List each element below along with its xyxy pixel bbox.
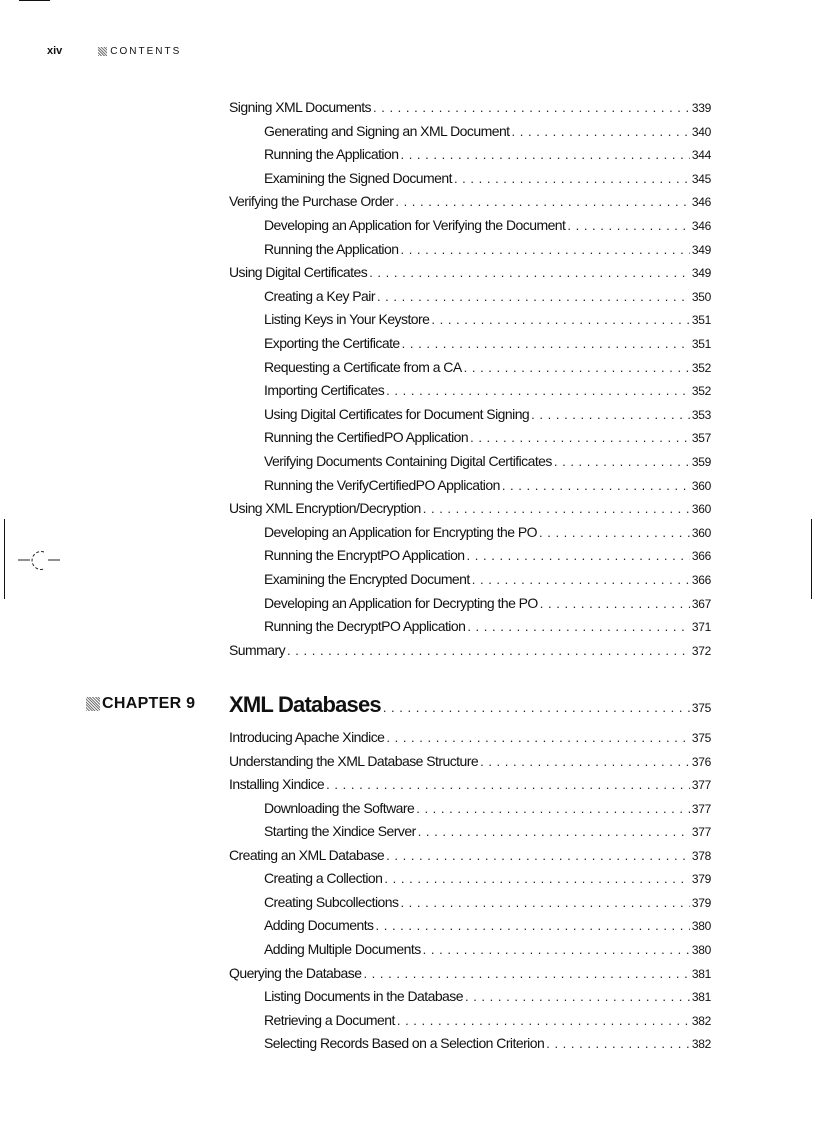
toc-entry-page: 381: [691, 966, 711, 981]
dot-leader: [467, 548, 690, 563]
dot-leader: [470, 430, 690, 445]
toc-entry-page: 349: [691, 266, 711, 281]
toc-entry[interactable]: [229, 776, 711, 796]
toc-entry-page: 360: [691, 478, 711, 493]
dot-leader: [467, 619, 690, 634]
toc-entry-page: 379: [691, 872, 711, 887]
toc-entry[interactable]: [264, 524, 711, 544]
running-title: CONTENTS: [110, 45, 182, 57]
toc-entry-title: Running the CertifiedPO Application: [264, 429, 469, 446]
dot-leader: [418, 824, 690, 839]
toc-entry-page: 351: [691, 313, 711, 328]
toc-entry-page: 344: [691, 148, 711, 163]
toc-entry-title: Verifying the Purchase Order: [229, 193, 394, 210]
toc-entry[interactable]: [264, 1012, 711, 1032]
toc-entry-page: 339: [691, 101, 711, 115]
toc-entry[interactable]: [264, 618, 711, 638]
toc-entry[interactable]: [264, 288, 711, 308]
toc-entry-page: 376: [691, 754, 711, 769]
registration-mark-icon: [18, 547, 60, 577]
toc-entry-page: 346: [691, 195, 711, 210]
toc-entry-title: Using Digital Certificates: [229, 264, 368, 281]
toc-entry[interactable]: [264, 571, 711, 591]
toc-entry-page: 372: [691, 643, 711, 658]
toc-entry-page: 377: [691, 801, 711, 816]
toc-entry-title: Creating Subcollections: [264, 893, 399, 910]
dot-leader: [546, 1036, 690, 1051]
toc-entry-title: Querying the Database: [229, 964, 362, 981]
toc-entry-title: Using Digital Certificates for Document Signing: [264, 405, 530, 422]
toc-entry-page: 367: [691, 596, 711, 611]
toc-entry-page: 366: [691, 573, 711, 587]
toc-entry-title: Importing Certificates: [264, 382, 385, 399]
toc-entry[interactable]: [229, 642, 711, 662]
toc-entry[interactable]: [229, 193, 711, 213]
toc-entry-page: 346: [691, 219, 711, 233]
toc-entry[interactable]: [229, 847, 711, 867]
dot-leader: [397, 1013, 690, 1028]
dot-leader: [326, 777, 690, 792]
toc-entry-title: Introducing Apache Xindice: [229, 729, 385, 745]
toc-entry-page: 352: [691, 360, 711, 375]
dot-leader: [386, 383, 690, 398]
toc-entry-title: Retrieving a Document: [264, 1011, 395, 1028]
chapter-label-text: CHAPTER 9: [102, 695, 196, 712]
toc-entry-title: Developing an Application for Verifying the Document: [264, 217, 566, 233]
dot-leader: [465, 989, 690, 1004]
toc-entry-title: Adding Multiple Documents: [264, 940, 421, 957]
toc-entry-page: 377: [691, 825, 711, 840]
toc-entry-title: Developing an Application for Decrypting the PO: [264, 594, 538, 611]
toc-entry[interactable]: [264, 382, 711, 402]
chapter-title: XML Databases: [229, 692, 381, 717]
toc-entry[interactable]: [264, 311, 711, 331]
toc-entry[interactable]: [264, 123, 711, 143]
toc-entry-title: Summary: [229, 641, 286, 658]
dot-leader: [384, 871, 689, 886]
dot-leader: [400, 242, 689, 257]
toc-entry-title: Requesting a Certificate from a CA: [264, 358, 462, 375]
toc-entry[interactable]: [229, 264, 711, 284]
toc-entry-title: Creating a Collection: [264, 870, 383, 887]
dot-leader: [464, 360, 690, 375]
toc-entry-page: 360: [691, 525, 711, 540]
dot-leader: [400, 147, 689, 162]
toc-entry[interactable]: [264, 429, 711, 449]
toc-entry-title: Running the VerifyCertifiedPO Application: [264, 476, 500, 493]
toc-entry-title: Verifying Documents Containing Digital Certificates: [264, 453, 552, 469]
crop-mark-right-edge: [811, 519, 812, 599]
toc-entry-page: 366: [691, 549, 711, 564]
toc-entry[interactable]: [264, 870, 711, 890]
toc-entry-page: 379: [691, 895, 711, 910]
toc-entry-title: Installing Xindice: [229, 776, 325, 793]
toc-entry-page: 359: [691, 455, 711, 469]
dot-leader: [431, 312, 689, 327]
toc-entry-title: Running the Application: [264, 146, 399, 163]
toc-entry[interactable]: [264, 406, 711, 426]
dot-leader: [539, 525, 690, 540]
dot-leader: [363, 966, 689, 981]
toc-entry-page: 381: [691, 990, 711, 1005]
crop-mark-left-edge: [4, 519, 5, 599]
toc-entry-title: Examining the Signed Document: [264, 169, 452, 186]
toc-entry[interactable]: [229, 965, 711, 985]
toc-entry[interactable]: [264, 988, 711, 1008]
dot-leader: [423, 942, 690, 957]
dot-leader: [531, 407, 690, 422]
dot-leader: [454, 171, 690, 186]
toc-entry-page: 351: [691, 337, 711, 351]
dot-leader: [395, 194, 690, 209]
toc-entry[interactable]: [264, 146, 711, 166]
toc-entry-title: Creating an XML Database: [229, 846, 385, 863]
toc-entry-title: Running the Application: [264, 240, 399, 257]
toc-entry-title: Running the EncryptPO Application: [264, 547, 465, 564]
toc-entry-title: Listing Documents in the Database: [264, 988, 463, 1005]
toc-entry-page: 357: [691, 431, 711, 446]
dot-leader: [472, 572, 690, 587]
toc-entry[interactable]: [264, 917, 711, 937]
running-header: [47, 44, 181, 58]
dot-leader: [512, 124, 690, 139]
toc-entry-page: 345: [691, 171, 711, 186]
toc-entry[interactable]: [264, 359, 711, 379]
toc-entry-page: 380: [691, 919, 711, 934]
toc-entry-page: 352: [691, 384, 711, 399]
toc-entry-page: 350: [691, 289, 711, 304]
dot-leader: [377, 289, 690, 304]
toc-entry-page: 349: [691, 242, 711, 257]
toc-entry[interactable]: [229, 729, 711, 749]
hatch-bullet-icon: [98, 47, 107, 56]
toc-entry[interactable]: [229, 753, 711, 773]
toc-entry-title: Selecting Records Based on a Selection Criterion: [264, 1035, 545, 1052]
hatch-bullet-icon: [86, 697, 100, 711]
toc-entry[interactable]: [264, 800, 711, 820]
toc-entry-title: Exporting the Certificate: [264, 335, 400, 351]
toc-entry-title: Signing XML Documents: [229, 99, 372, 115]
dot-leader: [402, 336, 690, 351]
dot-leader: [554, 454, 690, 469]
toc-entry-title: Using XML Encryption/Decryption: [229, 500, 421, 517]
toc-entry[interactable]: [264, 217, 711, 237]
dot-leader: [386, 848, 690, 863]
dot-leader: [386, 730, 689, 745]
dot-leader: [287, 643, 690, 658]
dot-leader: [423, 501, 690, 516]
toc-entry-page: 382: [691, 1013, 711, 1028]
toc-entry-page: 380: [691, 942, 711, 957]
toc-entry[interactable]: [264, 453, 711, 473]
chapter-label: [86, 694, 195, 714]
chapter-entry[interactable]: [229, 692, 711, 718]
dot-leader: [373, 100, 690, 115]
toc-entry-page: 378: [691, 848, 711, 863]
toc-entry[interactable]: [264, 941, 711, 961]
toc-entry-page: 382: [691, 1037, 711, 1052]
dot-leader: [502, 478, 690, 493]
toc-entry-title: Listing Keys in Your Keystore: [264, 311, 430, 328]
dot-leader: [369, 265, 690, 280]
toc-entry-title: Adding Documents: [264, 917, 374, 934]
toc-entry-page: 371: [691, 620, 711, 635]
dot-leader: [376, 918, 690, 933]
toc-entry-title: Downloading the Software: [264, 799, 415, 816]
toc-entry[interactable]: [229, 99, 711, 119]
toc-entry[interactable]: [229, 500, 711, 520]
dot-leader: [540, 596, 690, 611]
toc-entry[interactable]: [264, 823, 711, 843]
toc-entry[interactable]: [264, 1035, 711, 1055]
toc-entry[interactable]: [264, 241, 711, 261]
toc-entry-title: Creating a Key Pair: [264, 287, 375, 304]
toc-entry-page: 375: [691, 731, 711, 745]
toc-entry-page: 377: [691, 778, 711, 793]
toc-entry[interactable]: [264, 170, 711, 190]
toc-entry-title: Examining the Encrypted Document: [264, 571, 470, 587]
toc-entry[interactable]: [264, 335, 711, 355]
dot-leader: [400, 895, 689, 910]
toc-entry-title: Starting the Xindice Server: [264, 823, 416, 840]
toc-entry[interactable]: [264, 595, 711, 615]
dot-leader: [416, 801, 690, 816]
chapter-page: 375: [691, 701, 711, 715]
toc-entry[interactable]: [264, 477, 711, 497]
dot-leader: [567, 218, 689, 233]
toc-entry-page: 353: [691, 407, 711, 422]
dot-leader: [480, 754, 690, 769]
toc-entry-title: Generating and Signing an XML Document: [264, 122, 510, 139]
toc-entry-page: 340: [691, 124, 711, 139]
page-number: xiv: [47, 45, 63, 57]
toc-entry-title: Running the DecryptPO Application: [264, 618, 466, 635]
toc-entry[interactable]: [264, 894, 711, 914]
toc-entry-title: Developing an Application for Encrypting the PO: [264, 523, 537, 540]
toc-entry-title: Understanding the XML Database Structure: [229, 752, 479, 769]
toc-entry-page: 360: [691, 502, 711, 517]
dot-leader: [383, 700, 690, 715]
toc-entry[interactable]: [264, 547, 711, 567]
crop-mark-top-left: [19, 0, 50, 1]
